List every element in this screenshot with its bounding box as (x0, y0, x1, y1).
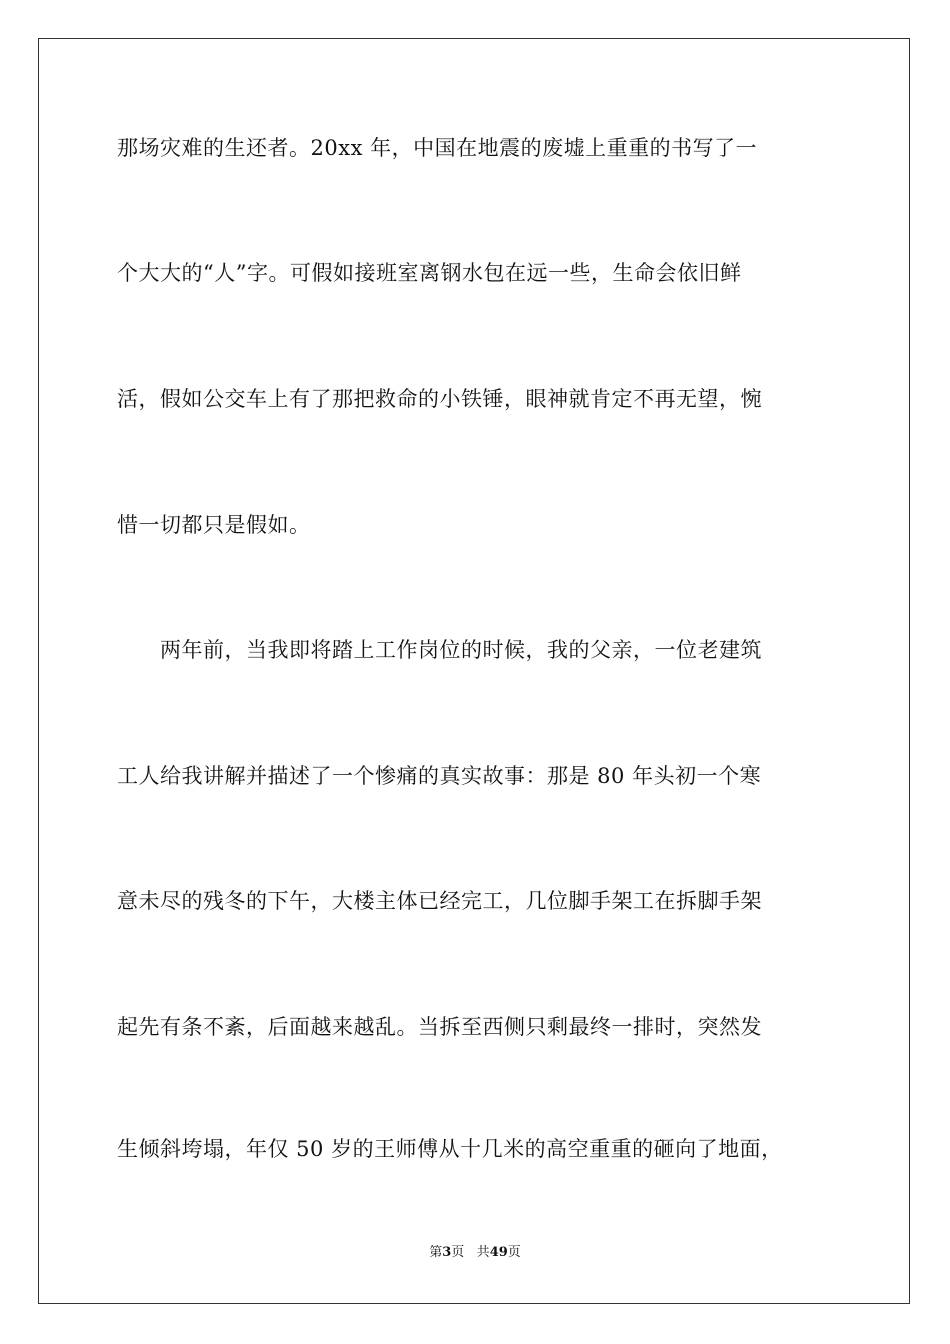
text-line: 起先有条不紊，后面越来越乱。当拆至西侧只剩最终一排时，突然发 (117, 1015, 762, 1039)
footer-total-prefix: 共 (476, 1245, 490, 1260)
page-border (38, 38, 910, 1304)
page-footer (0, 1244, 950, 1262)
text-line: 生倾斜垮塌，年仅 50 岁的王师傅从十几米的高空重重的砸向了地面， (117, 1137, 783, 1161)
text-line: 惜一切都只是假如。 (117, 513, 311, 537)
footer-page-prefix: 第 (429, 1245, 443, 1260)
text-line: 意未尽的残冬的下午，大楼主体已经完工，几位脚手架工在拆脚手架 (117, 889, 762, 913)
footer-page-number: 3 (442, 1245, 452, 1260)
text-line: 活，假如公交车上有了那把救命的小铁锤，眼神就肯定不再无望，惋 (117, 387, 762, 411)
text-line: 个大大的“人”字。可假如接班室离钢水包在远一些，生命会依旧鲜 (117, 261, 742, 285)
text-line: 工人给我讲解并描述了一个惨痛的真实故事：那是 80 年头初一个寒 (117, 764, 762, 788)
footer-page-suffix: 页 (451, 1245, 465, 1260)
text-line: 两年前，当我即将踏上工作岗位的时候，我的父亲，一位老建筑 (117, 638, 762, 662)
text-line: 那场灾难的生还者。20xx 年，中国在地震的废墟上重重的书写了一 (117, 136, 758, 160)
footer-total-pages: 49 (489, 1245, 508, 1260)
footer-total-suffix: 页 (507, 1245, 521, 1260)
